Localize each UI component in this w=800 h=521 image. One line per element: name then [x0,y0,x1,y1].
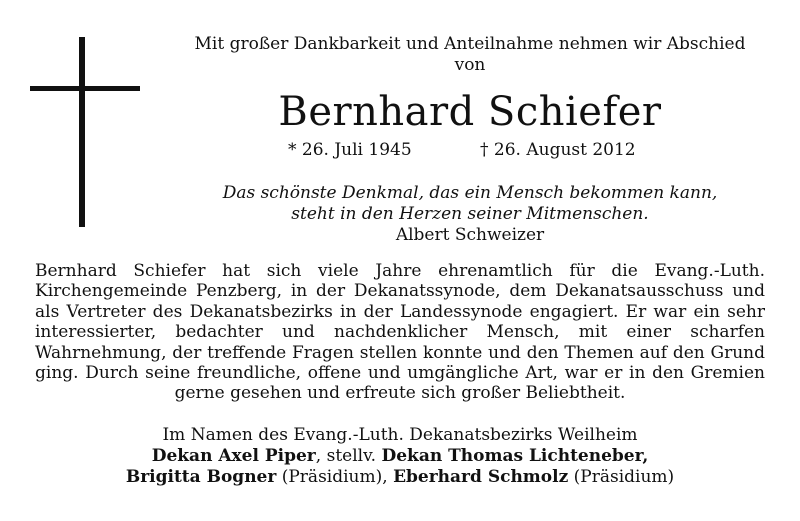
quote-line-1: Das schönste Denkmal, das ein Mensch bekommen kann, [222,183,718,203]
tribute-paragraph: Bernhard Schiefer hat sich viele Jahre ehrenamtlich für die Evang.-Luth. Kirchengemeinde Penzberg, in der Dekanatssynode, dem Dekanatsausschuss und als Vertreter des Dekanatsbezirks in der Landessynode engagiert. Er war ein sehr interessierter, bedachter und nachdenklicher Mensch, mit einer scharfen Wahrnehmung, der treffende Fragen stellen konnte und den Themen auf den Grund ging. Durch seine freundliche, offene und umgängliche Art, war er in den Gremien gerne gesehen und erfreute sich großer Beliebtheit. [35,261,765,404]
intro-text [160,34,780,76]
death-date: † 26. August 2012 [480,140,636,160]
memorial-quote [160,183,780,246]
intro-line-1: Mit großer Dankbarkeit und Anteilnahme nehmen wir Abschied [194,34,746,54]
signer-piper: Dekan Axel Piper [151,446,316,466]
signer-bogner: Brigitta Bogner [125,467,277,487]
signature-block [35,425,765,488]
birth-date: * 26. Juli 1945 [288,140,412,160]
intro-line-2: von [454,55,486,75]
signer-separator: , stellv. [315,446,382,466]
signer-bogner-role: (Präsidium), [276,467,394,487]
cross-icon [30,37,140,227]
deceased-name: Bernhard Schiefer [278,89,662,135]
quote-author: Albert Schweizer [395,225,545,245]
quote-line-2: steht in den Herzen seiner Mitmenschen. [291,204,649,224]
signer-lichteneber: Dekan Thomas Lichteneber, [381,446,649,466]
signer-schmolz: Eberhard Schmolz [393,467,569,487]
signature-line-2 [35,446,765,467]
signature-line-1: Im Namen des Evang.-Luth. Dekanatsbezirks Weilheim [162,425,638,445]
tribute-text [35,261,765,404]
signature-line-3 [35,467,765,488]
signer-schmolz-role: (Präsidium) [568,467,675,487]
